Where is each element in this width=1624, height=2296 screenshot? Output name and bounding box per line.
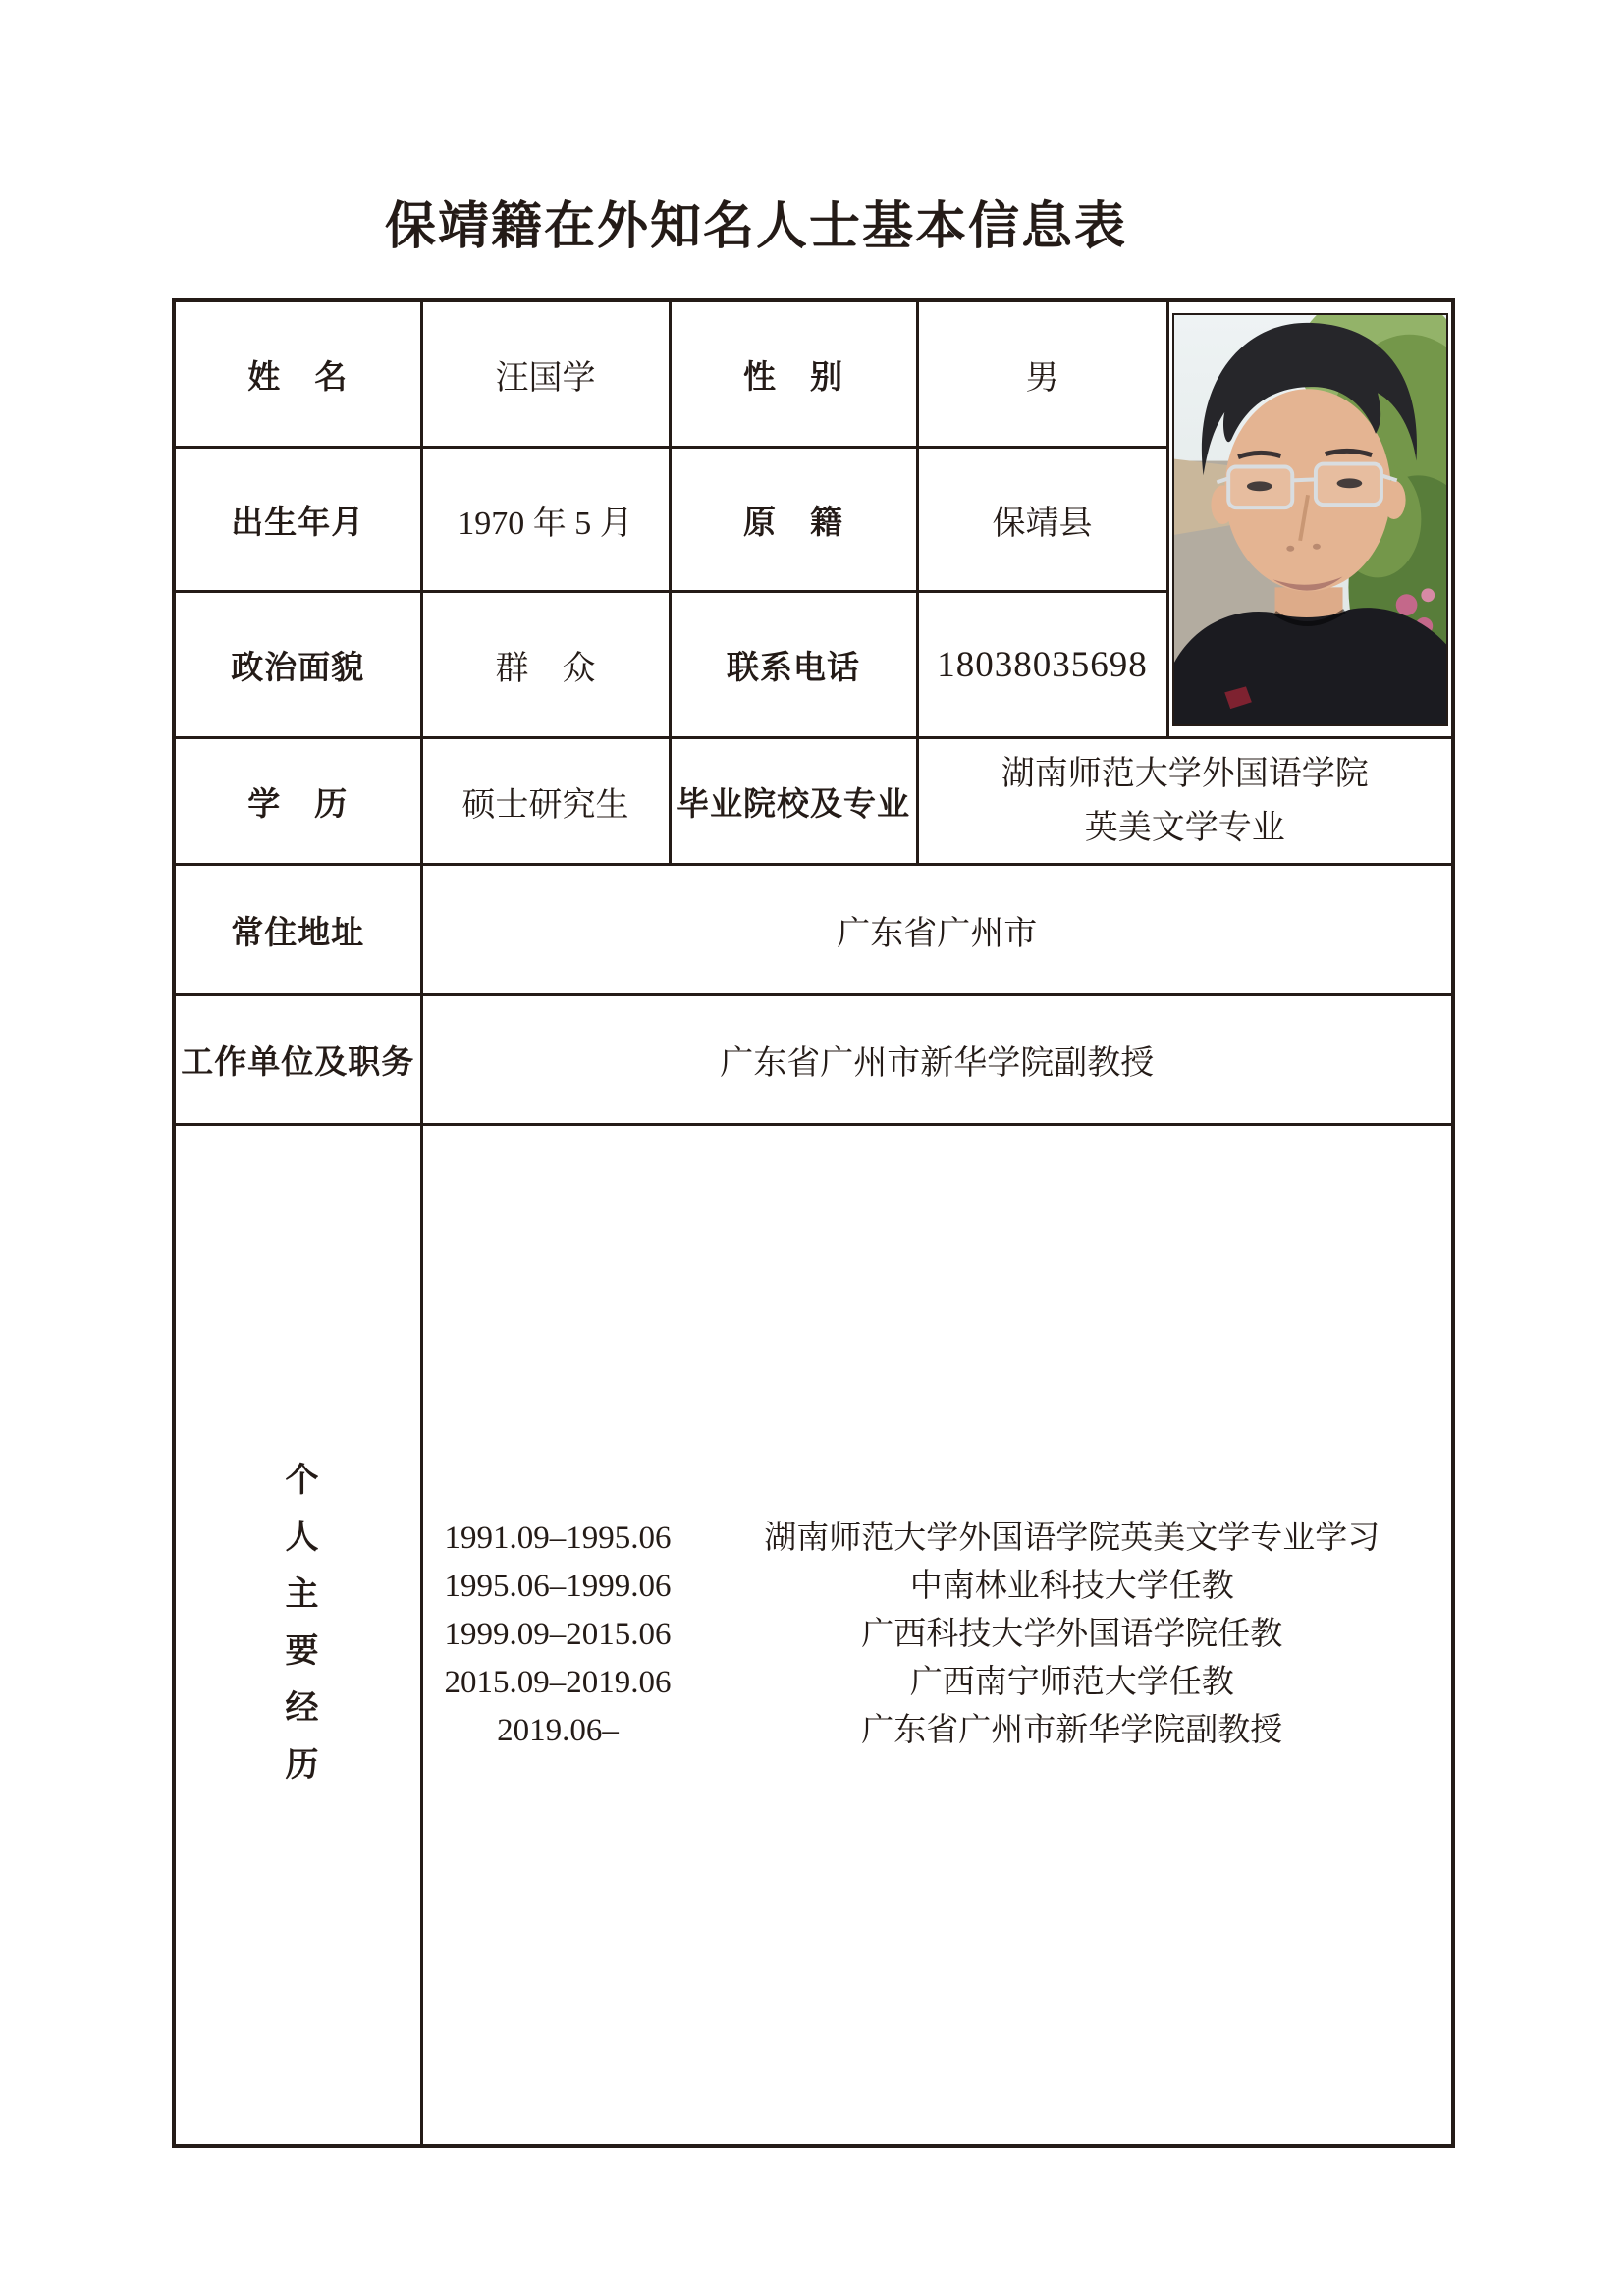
page-title: 保靖籍在外知名人士基本信息表: [384, 199, 1127, 255]
photo-ear: [1382, 480, 1406, 519]
portrait-photo: [1172, 313, 1448, 726]
birth-value: 1970 年 5 月: [458, 505, 633, 542]
school-value-line2: 英美文学专业: [1084, 810, 1285, 846]
row-name-gender: [174, 300, 1453, 448]
school-value: [917, 738, 1453, 865]
gender-label: 性 别: [743, 357, 843, 395]
phone-label: 联系电话: [727, 648, 860, 685]
work-label: 工作单位及职务: [181, 1043, 415, 1080]
experience-label-cell: [174, 1125, 421, 2147]
experience-period: 1991.09–1995.06: [444, 1521, 672, 1556]
origin-label: 原 籍: [743, 503, 843, 540]
photo-glasses-bridge: [1292, 479, 1316, 480]
education-value: 硕士研究生: [461, 786, 629, 824]
origin-value: 保靖县: [992, 505, 1093, 542]
photo-flower: [1395, 594, 1417, 615]
photo-glasses-lens: [1228, 466, 1292, 507]
photo-cell: [1167, 300, 1453, 738]
experience-period: 2019.06–: [497, 1713, 619, 1748]
experience-line: [423, 1659, 1452, 1707]
experience-description: 中南林业科技大学任教: [909, 1569, 1234, 1604]
political-value: 群 众: [495, 650, 596, 687]
row-experience: [174, 1125, 1453, 2147]
school-label: 毕业院校及专业: [677, 784, 910, 822]
row-education-school: [174, 738, 1453, 865]
experience-period: 1999.09–2015.06: [444, 1617, 672, 1652]
phone-value: 18038035698: [937, 644, 1148, 685]
gender-value: 男: [1025, 359, 1059, 397]
experience-description: 广西科技大学外国语学院任教: [861, 1617, 1283, 1652]
experience-line: [423, 1707, 1452, 1755]
experience-label: 个人主要经历: [279, 1462, 317, 1803]
name-label: 姓 名: [247, 357, 349, 395]
experience-period: 2015.09–2019.06: [444, 1665, 672, 1700]
experience-line: [423, 1611, 1452, 1659]
name-value: 汪国学: [495, 359, 596, 397]
experience-line: [423, 1563, 1452, 1611]
experience-line: [423, 1515, 1452, 1563]
info-table: [172, 298, 1455, 2148]
row-work: [174, 995, 1453, 1125]
photo-flower: [1421, 588, 1435, 602]
school-value-line1: 湖南师范大学外国语学院: [1001, 756, 1369, 792]
address-label: 常住地址: [231, 913, 365, 950]
political-label: 政治面貌: [231, 648, 365, 685]
portrait-illustration: [1174, 315, 1446, 724]
photo-nostril: [1313, 543, 1321, 549]
photo-nostril: [1286, 545, 1294, 551]
experience-content: [421, 1125, 1453, 2147]
experience-description: 广东省广州市新华学院副教授: [861, 1713, 1283, 1748]
work-value: 广东省广州市新华学院副教授: [720, 1045, 1155, 1082]
education-label: 学 历: [247, 784, 349, 822]
experience-description: 广西南宁师范大学任教: [909, 1665, 1234, 1700]
address-value: 广东省广州市: [837, 915, 1038, 952]
experience-period: 1995.06–1999.06: [444, 1569, 672, 1604]
row-address: [174, 865, 1453, 995]
photo-glasses-lens: [1316, 463, 1381, 505]
experience-description: 湖南师范大学外国语学院英美文学专业学习: [764, 1521, 1380, 1556]
birth-label: 出生年月: [231, 503, 365, 540]
